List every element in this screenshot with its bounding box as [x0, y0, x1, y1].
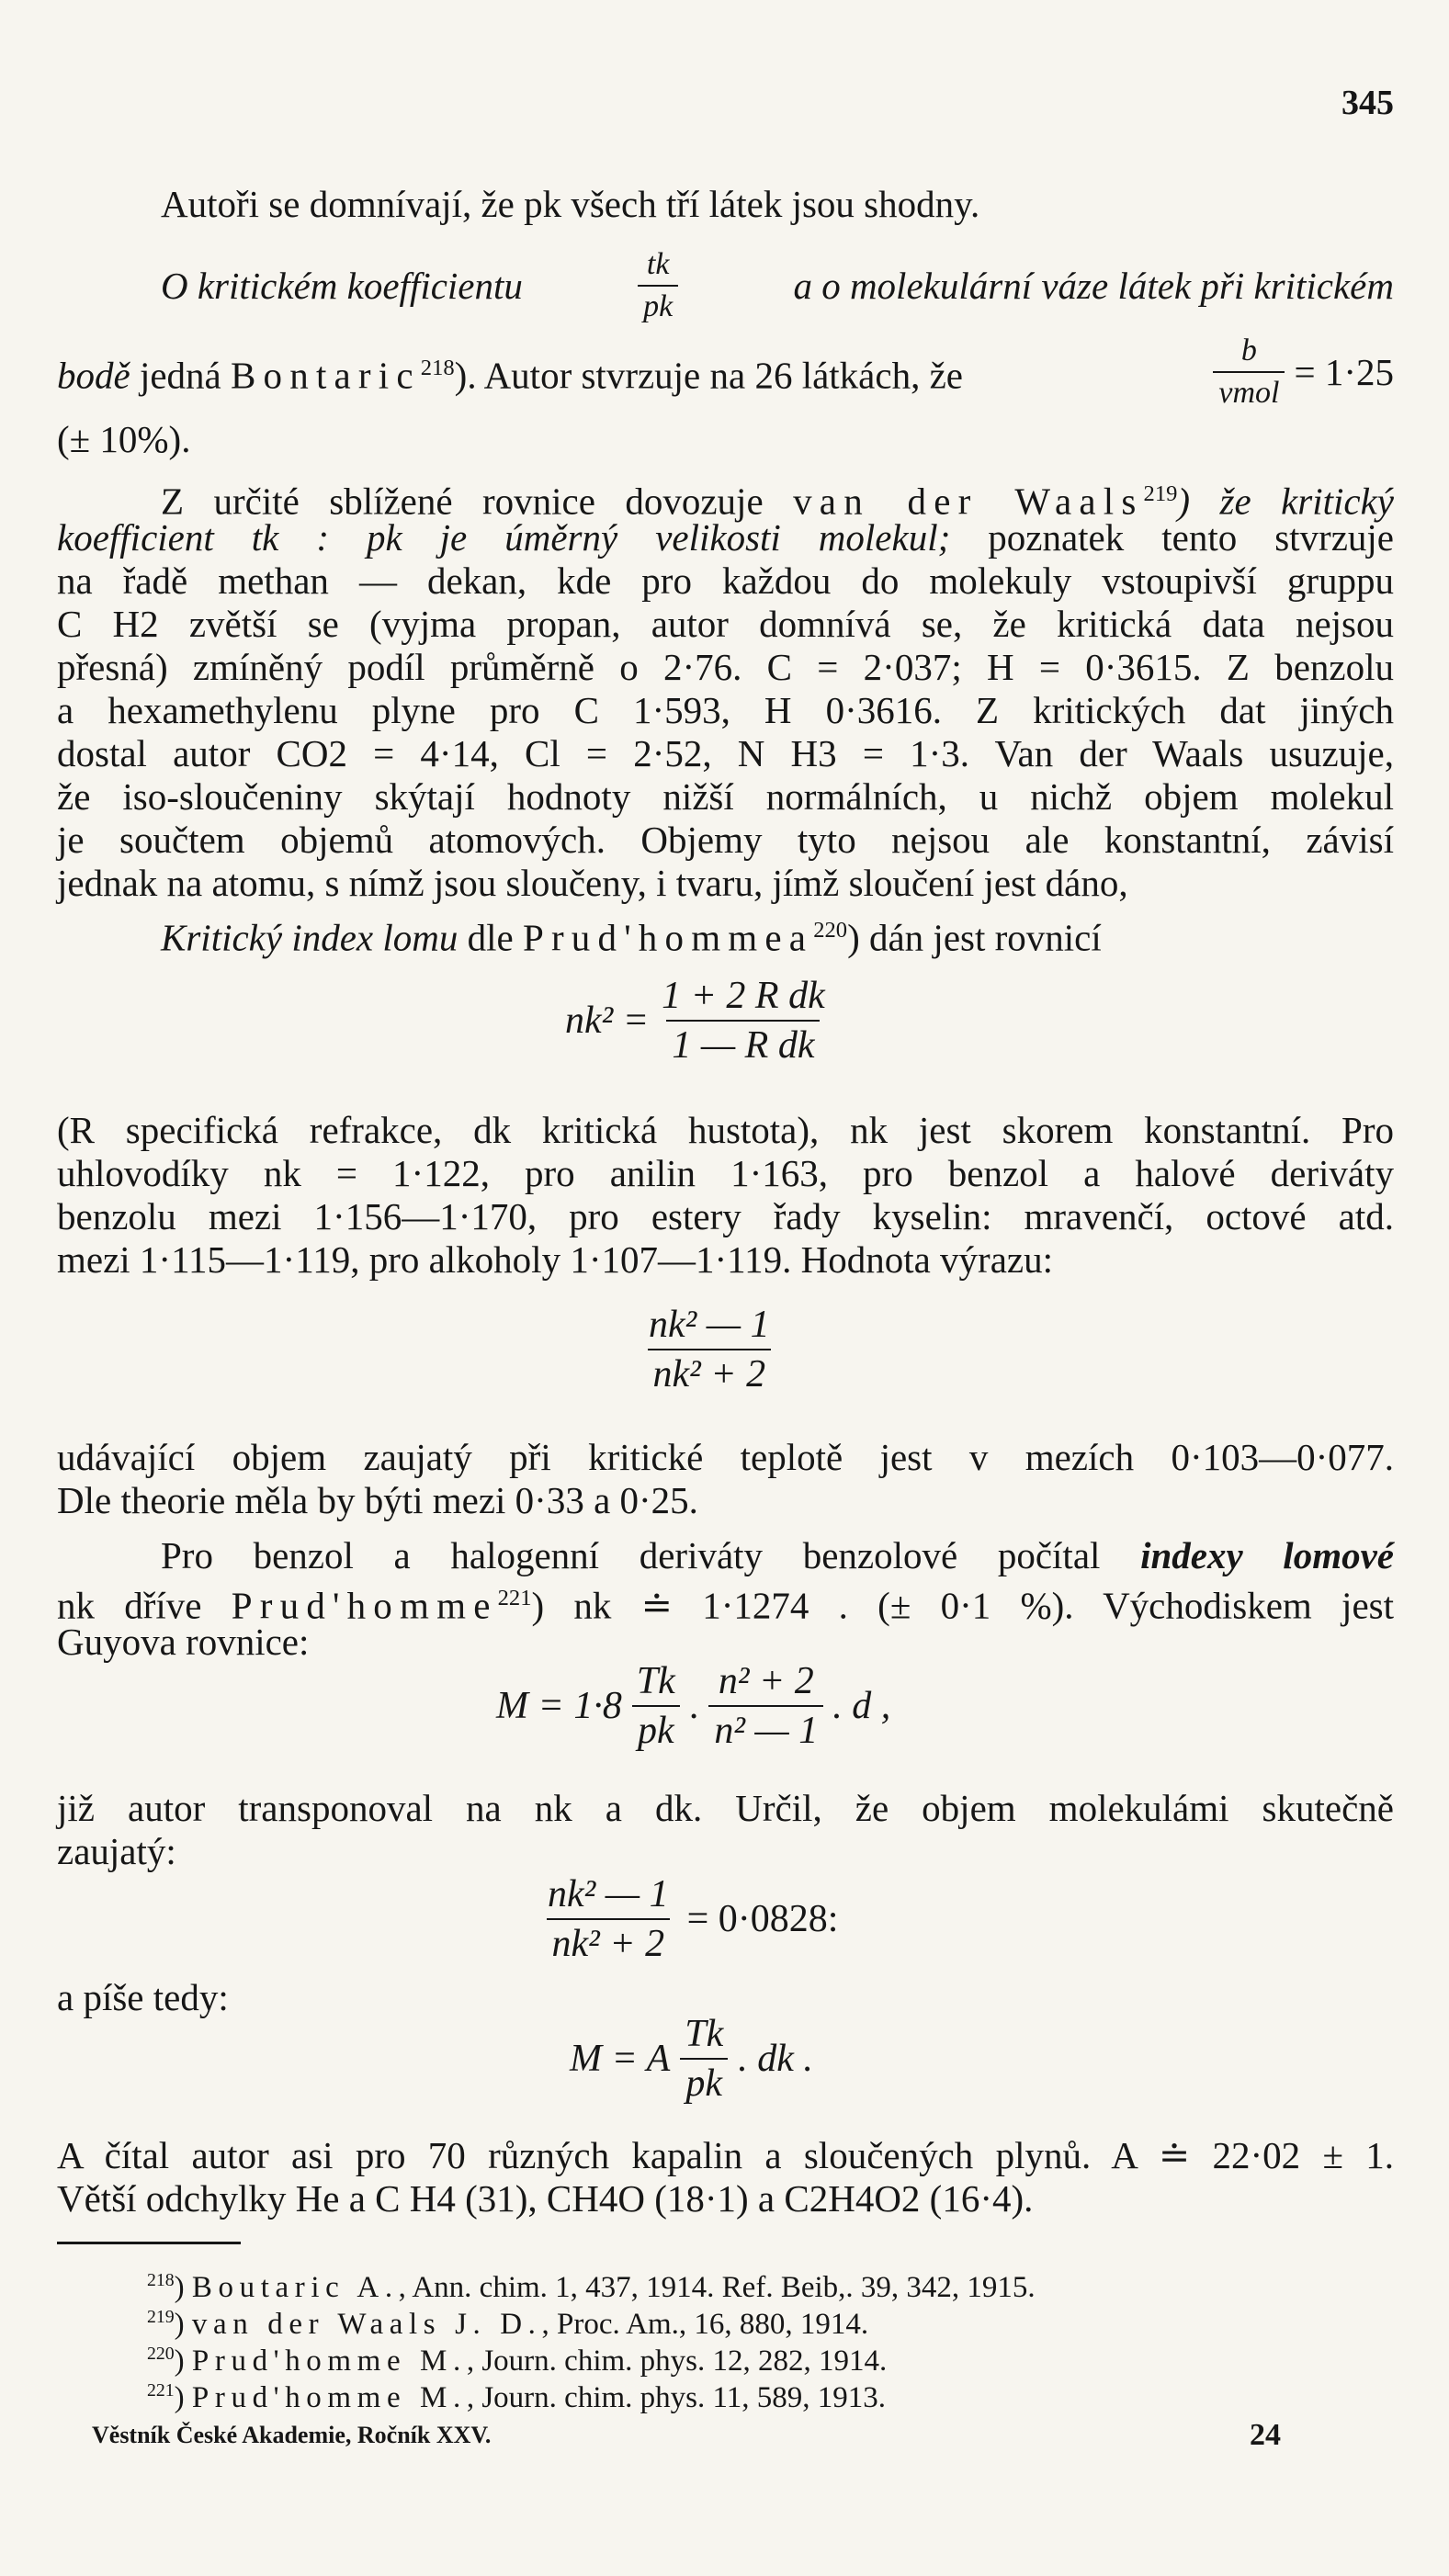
footer-journal: Věstník České Akademie, Ročník XXV.: [92, 2422, 492, 2448]
fraction-denominator: nk² + 2: [547, 1918, 671, 1964]
text-fragment: ). Autor stvrzuje na 26 látkách, že: [454, 354, 963, 397]
footnote-number: 219: [147, 2307, 175, 2327]
fraction: [542, 1874, 674, 1964]
footer-sheet-number: 24: [1250, 2418, 1281, 2452]
equation-rhs: = 0·0828:: [686, 1898, 839, 1941]
fraction: [638, 248, 678, 322]
text-line: je součtem objemů atomových. Objemy tyto nejsou ale konstantní, závisí: [57, 819, 1394, 861]
author-name: Prud'hommea: [522, 916, 814, 959]
fraction-numerator: nk² — 1: [548, 1873, 669, 1915]
text-fragment: Pro benzol a halogenní deriváty benzolové počítal: [161, 1534, 1101, 1576]
footnote-number: 221: [147, 2380, 175, 2401]
text-line: [161, 907, 1394, 962]
footnote: $^{220}$) Prud'homme M., Journ. chim. phys. 12, 282, 1914.: [147, 2344, 888, 2378]
equation-3: [496, 1661, 890, 1751]
footnote-text: , Journ. chim. phys. 12, 282, 1914.: [466, 2344, 888, 2378]
footnote-ref: 220: [813, 918, 848, 943]
text-line: udávající objem zaujatý při kritické teplotě jest v mezích 0·103—0·077.: [57, 1436, 1394, 1478]
fraction: [656, 976, 831, 1066]
footnote-number: 218: [147, 2270, 175, 2290]
fraction-numerator: n² + 2: [718, 1660, 814, 1702]
fraction-numerator: b: [1240, 333, 1257, 368]
footnote-ref: 219: [1143, 481, 1178, 506]
fraction-denominator: pk: [680, 2058, 728, 2104]
text-fragment: koefficient tk : pk je úměrný velikosti molekul;: [57, 516, 951, 559]
footnote-text: , Proc. Am., 16, 880, 1914.: [541, 2308, 869, 2341]
equation-4: [542, 1874, 838, 1964]
text-line: přesná) zmíněný podíl průměrně o 2·76. C = 2·037; H = 0·3615. Z benzolu: [57, 646, 1394, 688]
fraction-numerator: Tk: [685, 2013, 724, 2055]
footnote-ref: 218: [420, 356, 455, 381]
text-fragment: dle: [467, 916, 514, 959]
text-fragment: jedná: [139, 354, 221, 397]
fraction-numerator: Tk: [636, 1660, 675, 1702]
text-fragment: Z určité sblížené rovnice dovozuje: [161, 480, 764, 523]
page-number: 345: [1341, 84, 1394, 122]
footnote-author: Boutaric A.: [191, 2271, 399, 2304]
footnote-text: , Ann. chim. 1, 437, 1914. Ref. Beib,. 39, 342, 1915.: [398, 2271, 1036, 2304]
fraction: [631, 1661, 681, 1751]
text-line: [57, 514, 1394, 561]
fraction-denominator: nk² + 2: [648, 1349, 772, 1395]
text-line: [161, 247, 1394, 323]
text-line: A čítal autor asi pro 70 různých kapalin a sloučených plynů. A ≐ 22·02 ± 1.: [57, 2134, 1394, 2176]
fraction-numerator: tk: [646, 247, 670, 282]
text-line: zaujatý:: [57, 1830, 176, 1872]
text-line: Autoři se domnívají, že pk všech tří látek jsou shodny.: [161, 183, 980, 225]
text-line: Větší odchylky He a C H4 (31), CH4O (18·1) a C2H4O2 (16·4).: [57, 2177, 1034, 2220]
fraction-denominator: 1 — R dk: [666, 1020, 820, 1066]
footnote-author: van der Waals J. D.: [191, 2308, 542, 2341]
text-fragment: = 1·25: [1294, 351, 1394, 393]
text-fragment: ) nk ≐ 1·1274 . (± 0·1 %). Východiskem jest: [531, 1584, 1394, 1627]
text-fragment: O kritickém koefficientu: [161, 265, 523, 307]
text-fragment: ) dán jest rovnicí: [847, 916, 1102, 959]
author-name: van der Waals: [793, 480, 1144, 523]
text-line: (R specifická refrakce, dk kritická hustota), nk jest skorem konstantní. Pro: [57, 1109, 1394, 1151]
fraction-numerator: nk² — 1: [649, 1304, 770, 1346]
text-line: a píše tedy:: [57, 1976, 229, 2018]
text-line: na řadě methan — dekan, kde pro každou do molekuly vstoupivší gruppu: [57, 559, 1394, 602]
equation-lhs: M = 1·8: [496, 1685, 622, 1728]
text-line: uhlovodíky nk = 1·122, pro anilin 1·163, pro benzol a halové deriváty: [57, 1152, 1394, 1194]
text-fragment: a o molekulární váze látek při kritickém: [793, 265, 1394, 307]
text-line: [57, 333, 1394, 410]
text-line: mezi 1·115—1·119, pro alkoholy 1·107—1·119. Hodnota výrazu:: [57, 1238, 1053, 1281]
text-line: Guyova rovnice:: [57, 1621, 310, 1663]
footnote: $^{219}$) van der Waals J. D., Proc. Am., 16, 880, 1914.: [147, 2307, 869, 2341]
fraction-denominator: pk: [632, 1705, 680, 1751]
text-line: C H2 zvětší se (vyjma propan, autor domnívá se, že kritická data nejsou: [57, 603, 1394, 645]
footnote-text: , Journ. chim. phys. 11, 589, 1913.: [466, 2381, 887, 2414]
text-fragment: nk dříve: [57, 1584, 202, 1627]
fraction-denominator: pk: [638, 285, 678, 323]
footnote: $^{221}$) Prud'homme M., Journ. chim. phys. 11, 589, 1913.: [147, 2380, 887, 2414]
equation-lhs: nk² =: [565, 1000, 650, 1043]
equation-lhs: M = A: [570, 2038, 671, 2081]
equation-1: [565, 976, 831, 1066]
text-fragment: poznatek tento stvrzuje: [988, 516, 1394, 559]
fraction-numerator: 1 + 2 R dk: [662, 975, 825, 1017]
text-line: (± 10%).: [57, 418, 191, 460]
fraction-denominator: vmol: [1213, 371, 1285, 410]
footnote: $^{218}$) Boutaric A., Ann. chim. 1, 437, 1914. Ref. Beib,. 39, 342, 1915.: [147, 2270, 1036, 2304]
footnote-ref: 221: [497, 1586, 532, 1610]
text-line: jednak na atomu, s nímž jsou sloučeny, i tvaru, jímž sloučení jest dáno,: [57, 862, 1128, 904]
author-name: Bontaric: [231, 354, 421, 397]
text-fragment: bodě: [57, 354, 130, 397]
footnote-author: Prud'homme M.: [191, 2344, 467, 2378]
text-fragment: ) že kritický: [1177, 480, 1395, 523]
fraction: [708, 1661, 823, 1751]
text-line: již autor transponoval na nk a dk. Určil, že objem molekulámi skutečně: [57, 1787, 1394, 1829]
footnote-author: Prud'homme M.: [191, 2381, 467, 2414]
equation-5: [570, 2014, 813, 2104]
equation-dot: .: [689, 1685, 700, 1728]
equation-tail: . dk .: [738, 2038, 813, 2081]
text-line: a hexamethylenu plyne pro C 1·593, H 0·3616. Z kritických dat jiných: [57, 689, 1394, 731]
fraction-denominator: n² — 1: [708, 1705, 823, 1751]
text-line: [161, 1531, 1394, 1579]
author-name: Prud'homme: [231, 1584, 498, 1627]
fraction: [679, 2014, 729, 2104]
equation-2: [643, 1305, 775, 1395]
text-line: že iso-sloučeniny skýtají hodnoty nižší normálních, u nichž objem molekul: [57, 775, 1394, 818]
text-fragment: Kritický index lomu: [161, 916, 458, 959]
text-line: dostal autor CO2 = 4·14, Cl = 2·52, N H3 = 1·3. Van der Waals usuzuje,: [57, 732, 1394, 774]
fraction: [643, 1305, 775, 1395]
equation-tail: . d ,: [832, 1685, 891, 1728]
footnote-divider: [57, 2242, 241, 2244]
footnote-number: 220: [147, 2344, 175, 2364]
text-line: benzolu mezi 1·156—1·170, pro estery řady kyselin: mravenčí, octové atd.: [57, 1195, 1394, 1237]
text-line: Dle theorie měla by býti mezi 0·33 a 0·25.: [57, 1479, 698, 1521]
fraction: [1213, 334, 1285, 409]
text-fragment: indexy lomové: [1140, 1534, 1394, 1576]
